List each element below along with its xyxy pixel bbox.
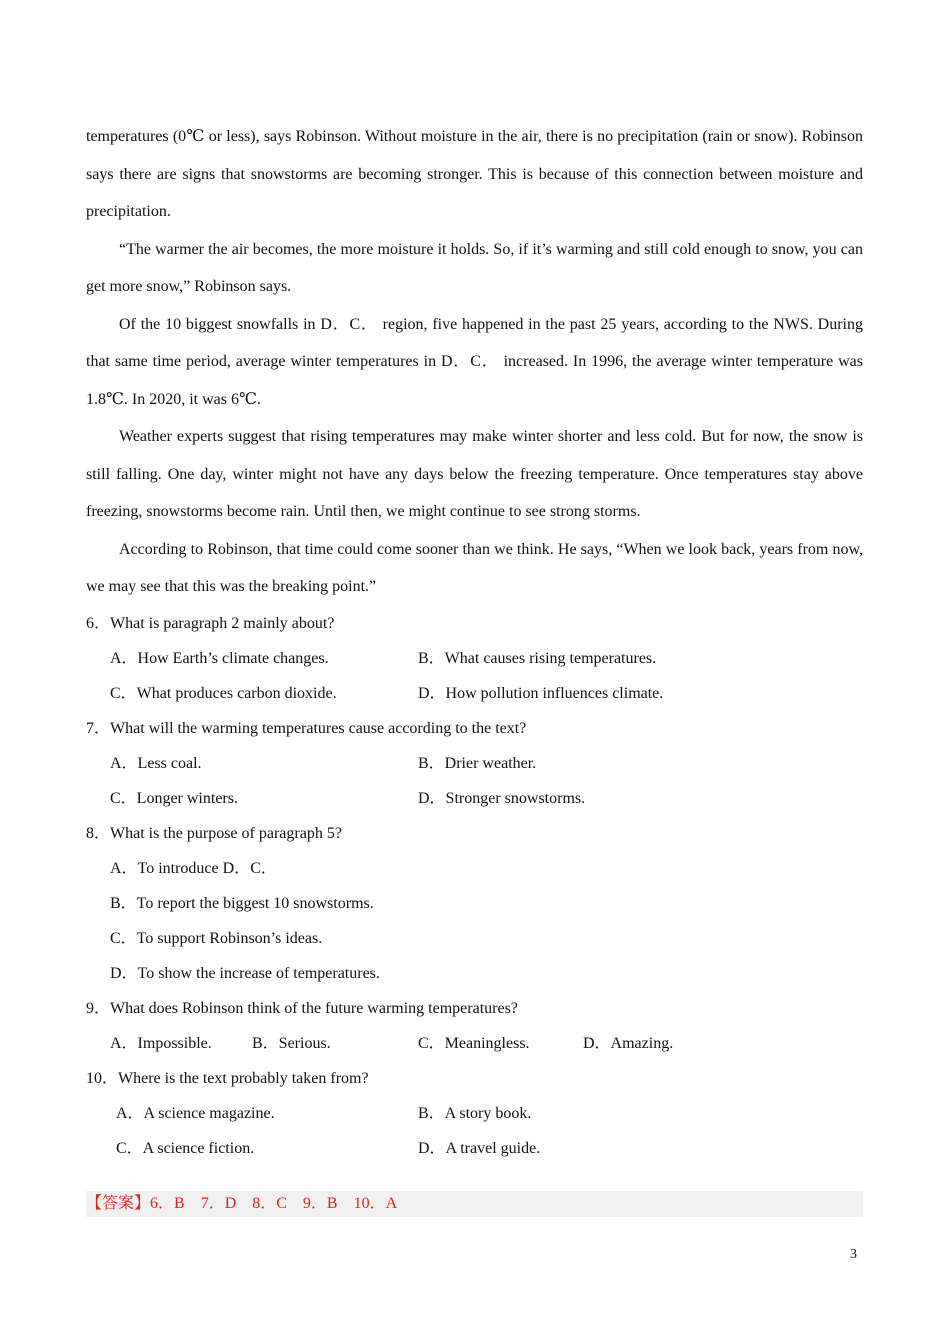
option-b: B．To report the biggest 10 snowstorms.: [110, 894, 374, 912]
answer-key: [86, 1191, 863, 1217]
option-b: B．Serious.: [252, 1034, 331, 1052]
question-stem: 8．What is the purpose of paragraph 5?: [86, 824, 342, 842]
option-d: D．How pollution influences climate.: [418, 684, 664, 702]
option-row: [86, 1131, 863, 1166]
option-a: A．Less coal.: [110, 754, 202, 772]
option-d: D．Amazing.: [583, 1034, 674, 1052]
answer-label: 【答案】: [86, 1195, 151, 1212]
option-b: B．A story book.: [418, 1104, 532, 1122]
option-c: C．To support Robinson’s ideas.: [110, 929, 323, 947]
option-c: C．Longer winters.: [110, 789, 238, 807]
paragraph: According to Robinson, that time could come sooner than we think. He says, “When we look back, years from now, we may see that this was the breaking point.”: [86, 540, 863, 595]
option-row: [86, 1026, 863, 1061]
option-c: C．What produces carbon dioxide.: [110, 684, 337, 702]
option-d: D．To show the increase of temperatures.: [110, 964, 380, 982]
question-7: [86, 711, 863, 816]
option-a: A．Impossible.: [110, 1034, 212, 1052]
paragraph: “The warmer the air becomes, the more moisture it holds. So, if it’s warming and still cold enough to snow, you can get more snow,” Robinson says.: [86, 240, 863, 295]
question-6: [86, 606, 863, 711]
option-row: [86, 746, 863, 781]
option-a: A．A science magazine.: [116, 1104, 275, 1122]
paragraph: Weather experts suggest that rising temperatures may make winter shorter and less cold. But for now, the snow is still falling. One day, winter might not have any days below the freezing temperature. Once temperatures stay above freezing, snowstorms become rain. Until then, we might continue to see strong storms.: [86, 428, 863, 520]
option-a: A．To introduce D．C．: [110, 859, 277, 877]
paragraph: Of the 10 biggest snowfalls in D．C． region, five happened in the past 25 years, according to the NWS. During that same time period, average winter temperatures in D．C． increased. In 1996, the average winter temperature was 1.8℃. In 2020, it was 6℃.: [86, 315, 863, 408]
option-b: B．Drier weather.: [418, 754, 537, 772]
question-stem: 10．Where is the text probably taken from?: [86, 1069, 369, 1087]
question-9: [86, 991, 863, 1061]
document-page: [86, 118, 863, 1166]
option-d: D．A travel guide.: [418, 1139, 541, 1157]
answer-text: 6．B 7．D 8．C 9．B 10．A: [150, 1195, 398, 1212]
option-row: [86, 781, 863, 816]
question-10: [86, 1061, 863, 1166]
page-number: 3: [850, 1247, 857, 1262]
option-a: A．How Earth’s climate changes.: [110, 649, 329, 667]
option-row: [86, 1096, 863, 1131]
paragraph: temperatures (0℃ or less), says Robinson. Without moisture in the air, there is no precipitation (rain or snow). Robinson says there are signs that snowstorms are becoming stronger. This is because of this connection between moisture and precipitation.: [86, 128, 863, 220]
question-stem: 9．What does Robinson think of the future warming temperatures?: [86, 999, 518, 1017]
question-stem: 7．What will the warming temperatures cause according to the text?: [86, 719, 527, 737]
option-c: C．Meaningless.: [418, 1034, 530, 1052]
option-b: B．What causes rising temperatures.: [418, 649, 657, 667]
question-stem: 6．What is paragraph 2 mainly about?: [86, 614, 335, 632]
option-c: C．A science fiction.: [116, 1139, 255, 1157]
option-row: [86, 676, 863, 711]
option-d: D．Stronger snowstorms.: [418, 789, 586, 807]
option-row: [86, 641, 863, 676]
question-8: [86, 816, 863, 991]
